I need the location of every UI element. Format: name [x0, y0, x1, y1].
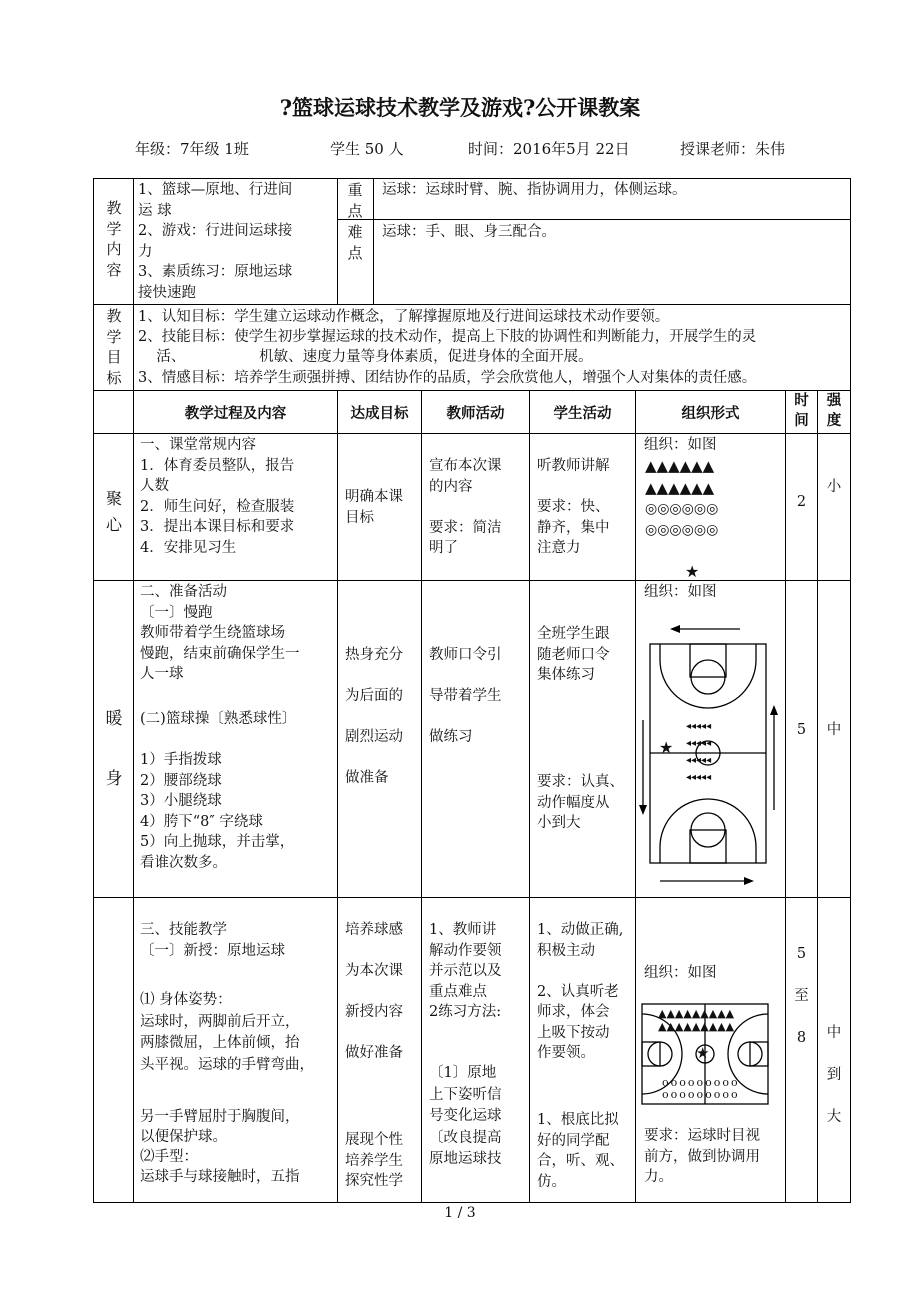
skill-time: 5 至 8	[794, 946, 809, 1046]
page-title: ?篮球运球技术教学及游戏?公开课教案	[279, 95, 641, 120]
skill-triangle-row-2: ▲▲▲▲▲▲▲▲▲	[658, 1020, 735, 1033]
player-arrow-row-1: ◂◂◂◂◂	[686, 721, 712, 732]
section-label-warmup: 暖 身	[105, 709, 123, 789]
focus-time: 2	[796, 494, 807, 510]
key-label: 重 点	[347, 181, 363, 220]
header-goal: 达成目标	[350, 405, 409, 422]
focus-teacher: 宣布本次课 的内容 要求：简洁 明了	[429, 458, 502, 556]
teacher-info: 授课老师：朱伟	[680, 140, 786, 158]
triangle-row-2: ▲▲▲▲▲▲	[645, 479, 715, 497]
content-label: 教 学 内 容	[106, 199, 122, 279]
skill-student-b: 1、根底比拟 好的同学配 合，听、观、 仿。	[537, 1112, 624, 1190]
skill-triangle-row-1: ▲▲▲▲▲▲▲▲▲	[658, 1007, 735, 1020]
warmup-student-b: 要求：认真、 动作幅度从 小到大	[537, 774, 624, 831]
skill-teacher-b: 〔1〕原地 上下姿听信 号变化运球 〔改良提高 原地运球技	[429, 1065, 502, 1167]
difficulty-label: 难 点	[347, 223, 363, 262]
difficulty-text: 运球：手、眼、身三配合。	[382, 224, 556, 240]
header-process: 教学过程及内容	[184, 405, 287, 422]
skill-teacher-star: ★	[696, 1044, 710, 1062]
circle-row-1: ◎◎◎◎◎◎	[645, 501, 719, 517]
circle-row-2: ◎◎◎◎◎◎	[645, 522, 719, 538]
skill-intensity: 中 到 大	[826, 1025, 842, 1125]
skill-teacher-a: 1、教师讲 解动作要领 并示范以及 重点难点 2练习方法:	[429, 922, 502, 1020]
focus-form-caption: 组织：如图	[644, 437, 717, 453]
skill-circle-row-1: ooooooooo	[662, 1076, 740, 1089]
key-text: 运球：运球时臂、腕、指协调用力，体侧运球。	[382, 182, 687, 198]
skill-process-a: 三、技能教学 〔一〕新授：原地运球	[140, 922, 285, 959]
time-info: 时间：2016年5月 22日	[468, 140, 630, 158]
player-arrow-row-2: ◂◂◂◂◂	[686, 738, 712, 749]
skill-process-b: ⑴ 身体姿势： 运球时，两脚前后开立， 两膝微屈，上体前倾，抬 头平视。运球的手臂弯曲，	[140, 992, 314, 1073]
students-info: 学生 50 人	[330, 140, 404, 158]
focus-student: 听教师讲解 要求：快、 静齐，集中 注意力	[537, 458, 610, 556]
warmup-form-caption: 组织：如图	[644, 584, 717, 600]
page-number: 1 / 3	[444, 1205, 476, 1221]
content-items: 1、篮球—原地、行进间 运 球 2、游戏：行进间运球接 力 3、素质练习：原地运球 接快速跑	[138, 182, 293, 301]
skill-form-requirement: 要求：运球时目视 前方，做到协调用 力。	[644, 1128, 760, 1185]
warmup-intensity: 中	[826, 722, 842, 738]
warmup-student-a: 全班学生跟 随老师口令 集体练习	[537, 626, 610, 683]
goal-line-2: 2、技能目标：使学生初步掌握运球的技术动作，提高上下肢的协调性和判断能力，开展学生的灵	[138, 329, 757, 345]
skill-form-caption: 组织：如图	[644, 965, 717, 981]
skill-circle-row-2: ooooooooo	[662, 1088, 740, 1101]
skill-student-a: 1、动做正确, 积极主动 2、认真听老 师求，体会 上吸下按动 作要领。	[537, 922, 624, 1061]
warmup-goal: 热身充分 为后面的 剧烈运动 做准备	[345, 647, 403, 786]
goal-line-3: 活、 机敏、速度力量等身体素质，促进身体的全面开展。	[138, 349, 593, 365]
header-time: 时 间	[794, 392, 809, 429]
warmup-teacher-star: ★	[659, 738, 674, 757]
goal-line-1: 1、认知目标：学生建立运球动作概念，了解撑握原地及行进间运球技术动作要领。	[138, 309, 670, 325]
header-student: 学生活动	[553, 405, 612, 422]
triangle-row-1: ▲▲▲▲▲▲	[645, 457, 715, 475]
warmup-process-b: (二)篮球操〔熟悉球性〕	[140, 711, 297, 727]
warmup-teacher: 教师口令引 导带着学生 做练习	[429, 647, 502, 745]
header-teacher: 教师活动	[446, 405, 505, 422]
player-arrow-row-4: ◂◂◂◂◂	[686, 772, 712, 783]
focus-goal: 明确本课 目标	[345, 489, 403, 526]
player-arrow-row-3: ◂◂◂◂◂	[686, 755, 712, 766]
skill-process-c: 另一手臂屈肘于胸腹间， 以便保护球。 ⑵手型： 运球手与球接触时，五指	[140, 1109, 300, 1185]
header-form: 组织形式	[681, 405, 740, 422]
focus-process: 一、课堂常规内容 1．体育委员整队，报告 人数 2．师生问好，检查服装 3．提出本课目标和要求 4．安排见习生	[140, 437, 295, 556]
skill-goal-a: 培养球感 为本次课 新授内容 做好准备	[345, 922, 403, 1061]
goal-line-4: 3、情感目标：培养学生顽强拼搏、团结协作的品质，学会欣赏他人，增强个人对集体的责任感。	[138, 370, 757, 386]
warmup-process-a: 二、准备活动 〔一〕慢跑 教师带着学生绕篮球场 慢跑，结束前确保学生一 人一球	[140, 584, 300, 682]
focus-intensity: 小	[826, 479, 842, 495]
warmup-process-c: 1）手指拨球 2）腰部绕球 3）小腿绕球 4）胯下“8″ 字绕球 5）向上抛球，并击掌， 看谁次数多。	[140, 752, 295, 871]
warmup-time: 5	[796, 722, 807, 738]
grade-info: 年级：7年级 1班	[135, 140, 249, 158]
skill-goal-b: 展现个性 培养学生 探究性学	[345, 1132, 403, 1189]
goals-label: 教 学 目 标	[106, 307, 122, 387]
header-intensity: 强 度	[826, 392, 842, 429]
teacher-star: ★	[685, 562, 700, 581]
section-label-focus: 聚 心	[105, 489, 122, 534]
